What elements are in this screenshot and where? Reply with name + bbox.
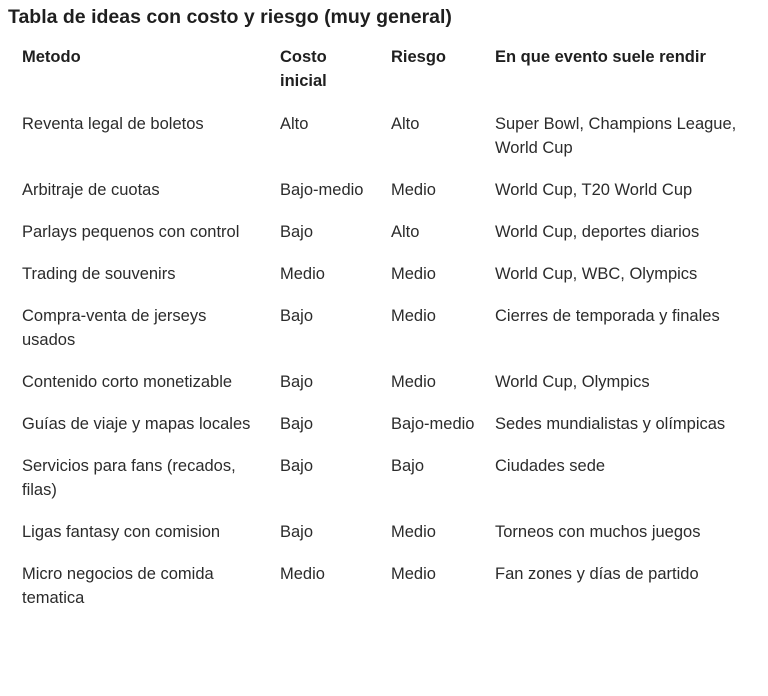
header-costo-inicial: Costo inicial xyxy=(280,48,327,90)
cell-metodo: Trading de souvenirs xyxy=(22,265,176,283)
table-row xyxy=(8,445,766,511)
cell-riesgo: Medio xyxy=(391,181,436,199)
cell-metodo: Ligas fantasy con comision xyxy=(22,523,221,541)
cell-costo: Bajo xyxy=(280,223,314,241)
cell-costo: Bajo xyxy=(280,523,314,541)
header-metodo: Metodo xyxy=(22,48,81,66)
cell-costo: Alto xyxy=(280,115,309,133)
cell-metodo: Arbitraje de cuotas xyxy=(22,181,160,199)
cell-riesgo: Medio xyxy=(391,373,436,391)
cell-riesgo: Medio xyxy=(391,265,436,283)
table-header-row xyxy=(8,38,766,103)
cell-riesgo: Bajo-medio xyxy=(391,415,475,433)
table-row xyxy=(8,211,766,253)
cell-evento: Fan zones y días de partido xyxy=(495,565,699,583)
cell-evento: Torneos con muchos juegos xyxy=(495,523,701,541)
table-row xyxy=(8,553,766,619)
cell-costo: Bajo xyxy=(280,307,314,325)
cell-evento: Cierres de temporada y finales xyxy=(495,307,720,325)
cell-evento: World Cup, WBC, Olympics xyxy=(495,265,698,283)
table-row xyxy=(8,403,766,445)
header-riesgo: Riesgo xyxy=(391,48,447,66)
cell-evento: World Cup, deportes diarios xyxy=(495,223,700,241)
cell-costo: Medio xyxy=(280,565,325,583)
cell-evento: Super Bowl, Champions League, World Cup xyxy=(495,115,737,157)
cell-riesgo: Bajo xyxy=(391,457,425,475)
cell-evento: Sedes mundialistas y olímpicas xyxy=(495,415,726,433)
table-row xyxy=(8,253,766,295)
cell-costo: Medio xyxy=(280,265,325,283)
table-row xyxy=(8,169,766,211)
table-row xyxy=(8,361,766,403)
cell-riesgo: Medio xyxy=(391,307,436,325)
page-title: Tabla de ideas con costo y riesgo (muy general) xyxy=(8,6,452,28)
cell-metodo: Micro negocios de comida tematica xyxy=(22,565,214,607)
cell-costo: Bajo-medio xyxy=(280,181,364,199)
cell-evento: Ciudades sede xyxy=(495,457,606,475)
cell-riesgo: Medio xyxy=(391,565,436,583)
cell-evento: World Cup, Olympics xyxy=(495,373,650,391)
cell-riesgo: Medio xyxy=(391,523,436,541)
cell-riesgo: Alto xyxy=(391,223,420,241)
header-evento: En que evento suele rendir xyxy=(495,48,706,66)
cell-costo: Bajo xyxy=(280,457,314,475)
cell-riesgo: Alto xyxy=(391,115,420,133)
ideas-table xyxy=(8,38,766,619)
cell-metodo: Parlays pequenos con control xyxy=(22,223,240,241)
cell-metodo: Guías de viaje y mapas locales xyxy=(22,415,251,433)
cell-metodo: Reventa legal de boletos xyxy=(22,115,204,133)
table-row xyxy=(8,103,766,169)
cell-metodo: Contenido corto monetizable xyxy=(22,373,233,391)
cell-evento: World Cup, T20 World Cup xyxy=(495,181,693,199)
table-row xyxy=(8,511,766,553)
table-row xyxy=(8,295,766,361)
cell-metodo: Servicios para fans (recados, filas) xyxy=(22,457,236,499)
cell-costo: Bajo xyxy=(280,415,314,433)
cell-costo: Bajo xyxy=(280,373,314,391)
cell-metodo: Compra-venta de jerseys usados xyxy=(22,307,207,349)
